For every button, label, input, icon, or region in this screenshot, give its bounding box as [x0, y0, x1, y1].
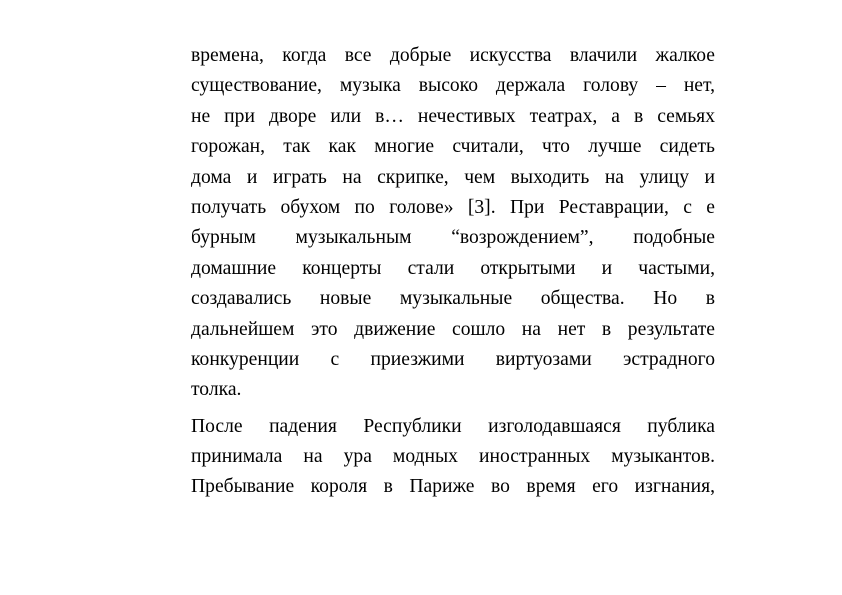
- text-line: толка.: [191, 379, 242, 401]
- text-line: времена, когда все добрые искусства влачили жалкое: [191, 45, 715, 66]
- paragraph-1: [191, 41, 715, 406]
- text-line: не при дворе или в… нечестивых театрах, а в семьях: [191, 105, 715, 127]
- text-line: существование, музыка высоко держала голову – нет,: [191, 75, 715, 97]
- text-line: получать обухом по голове» [3]. При Реставрации, с е: [191, 196, 715, 218]
- text-line: дальнейшем это движение сошло на нет в результате: [191, 318, 715, 340]
- text-line: бурным музыкальным “возрождением”, подобные: [191, 227, 715, 249]
- text-line: дома и играть на скрипке, чем выходить на улицу и: [191, 166, 715, 188]
- text-line: принимала на ура модных иностранных музыкантов.: [191, 446, 715, 468]
- text-line: После падения Республики изголодавшаяся публика: [191, 415, 715, 437]
- text-line: создавались новые музыкальные общества. Но в: [191, 288, 715, 310]
- text-line: конкуренции с приезжими виртуозами эстрадного: [191, 348, 715, 370]
- text-line: домашние концерты стали открытыми и частыми,: [191, 257, 715, 279]
- paragraph-2: [191, 412, 715, 503]
- text-line: горожан, так как многие считали, что лучше сидеть: [191, 136, 715, 158]
- text-line: Пребывание короля в Париже во время его изгнания,: [191, 476, 715, 498]
- body-text: [191, 41, 715, 503]
